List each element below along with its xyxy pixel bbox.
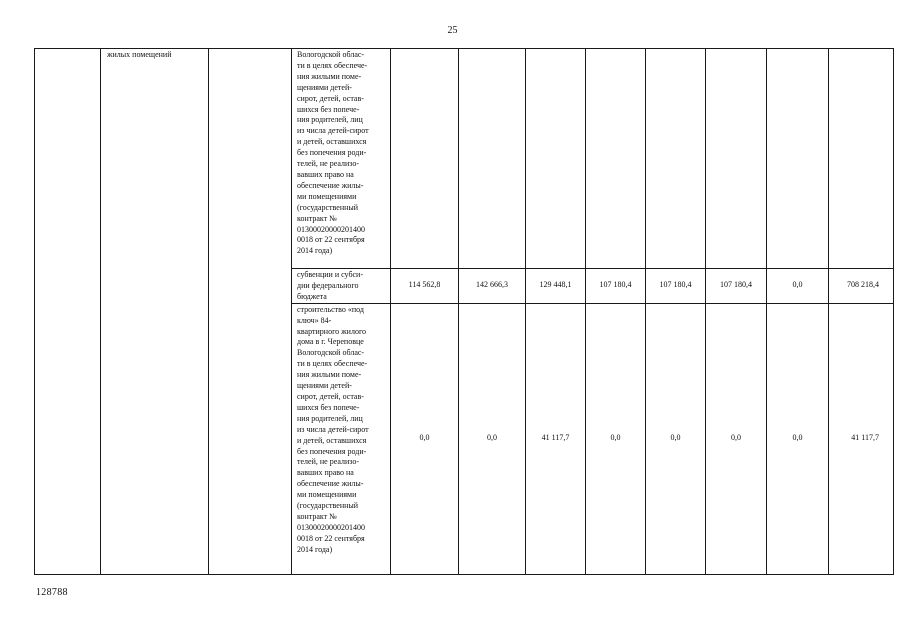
table-cell-value: 107 180,4 (646, 269, 706, 304)
table-cell-number (35, 49, 101, 575)
table-cell-value (767, 49, 829, 269)
table-cell-value: 0,0 (459, 303, 526, 574)
description-line: дии федерального (297, 280, 359, 290)
table-cell-value: 129 448,1 (526, 269, 586, 304)
description-line: телей, не реализо- (297, 457, 360, 467)
description-line: ти в целях обеспече- (297, 60, 368, 70)
table-cell-value (706, 49, 767, 269)
description-line: квартирного жилого (297, 326, 367, 336)
table-cell-value: 107 180,4 (586, 269, 646, 304)
description-line: ти в целях обеспече- (297, 359, 368, 369)
description-line: 2014 года) (297, 246, 333, 256)
description-line: 01300020000201400 (297, 522, 365, 532)
description-line: ния родителей, лиц (297, 115, 363, 125)
description-line: ми помещениями (297, 191, 357, 201)
description-line: бюджета (297, 291, 327, 301)
description-line: телей, не реализо- (297, 159, 360, 169)
description-line: шихся без попече- (297, 402, 360, 412)
table-cell-value: 0,0 (767, 269, 829, 304)
table-cell-funding-source (292, 269, 391, 304)
description-line: 01300020000201400 (297, 224, 365, 234)
description-lines (297, 270, 388, 303)
table-cell-total: 708 218,4 (829, 269, 894, 304)
table-cell-total: 41 117,7 (829, 303, 894, 574)
table-cell-value (586, 49, 646, 269)
description-line: ния жилыми поме- (297, 71, 362, 81)
table-cell-description (292, 303, 391, 574)
description-line: вавших право на (297, 468, 354, 478)
table-cell-value (459, 49, 526, 269)
description-line: ключ» 84- (297, 315, 332, 325)
description-line: и детей, оставшихся (297, 435, 367, 445)
table-cell-value: 41 117,7 (526, 303, 586, 574)
description-line: вавших право на (297, 169, 354, 179)
description-line: ми помещениями (297, 490, 357, 500)
description-line: контракт № (297, 213, 337, 223)
description-line: строительство «под (297, 304, 365, 314)
description-line: из числа детей-сирот (297, 424, 369, 434)
description-line: ния жилыми поме- (297, 370, 362, 380)
description-line: 2014 года) (297, 544, 333, 554)
table-cell-value (829, 49, 894, 269)
page-number: 25 (447, 25, 458, 36)
description-line: сирот, детей, остав- (297, 391, 364, 401)
table-cell-value: 0,0 (391, 303, 459, 574)
table-cell-value (526, 49, 586, 269)
description-line: щениями детей- (297, 381, 352, 391)
description-line: 0018 от 22 сентября (297, 235, 365, 245)
description-line: из числа детей-сирот (297, 126, 369, 136)
description-lines (297, 50, 388, 257)
description-line: дома в г. Череповце (297, 337, 364, 347)
description-lines (297, 305, 388, 556)
description-line: и детей, оставшихся (297, 137, 367, 147)
table-row (35, 49, 894, 269)
table-cell-description (292, 49, 391, 269)
description-line: Вологодской облас- (297, 348, 365, 358)
table-cell-value: 114 562,8 (391, 269, 459, 304)
description-line: без попечения роди- (297, 148, 367, 158)
description-line: 0018 от 22 сентября (297, 533, 365, 543)
description-line: щениями детей- (297, 82, 352, 92)
description-line: обеспечение жилы- (297, 180, 364, 190)
description-line: (государственный (297, 501, 359, 511)
table-cell-value (646, 49, 706, 269)
table-cell-value: 0,0 (646, 303, 706, 574)
table-cell-value (391, 49, 459, 269)
table-cell-measure-name: жилых помещений (101, 49, 209, 575)
table-cell-value: 0,0 (706, 303, 767, 574)
description-line: субвенции и субси- (297, 270, 364, 279)
budget-table (34, 48, 894, 575)
table-cell-value: 107 180,4 (706, 269, 767, 304)
description-line: обеспечение жилы- (297, 479, 364, 489)
description-line: контракт № (297, 511, 337, 521)
description-line: ния родителей, лиц (297, 413, 363, 423)
description-line: шихся без попече- (297, 104, 360, 114)
description-line: (государственный (297, 202, 359, 212)
description-line: сирот, детей, остав- (297, 93, 364, 103)
description-line: Вологодской облас- (297, 50, 365, 59)
description-line: без попечения роди- (297, 446, 367, 456)
table-cell-value: 0,0 (586, 303, 646, 574)
table-cell-value: 0,0 (767, 303, 829, 574)
table-cell-value: 142 666,3 (459, 269, 526, 304)
document-code: 128788 (36, 587, 68, 598)
table-cell-responsible (209, 49, 292, 575)
